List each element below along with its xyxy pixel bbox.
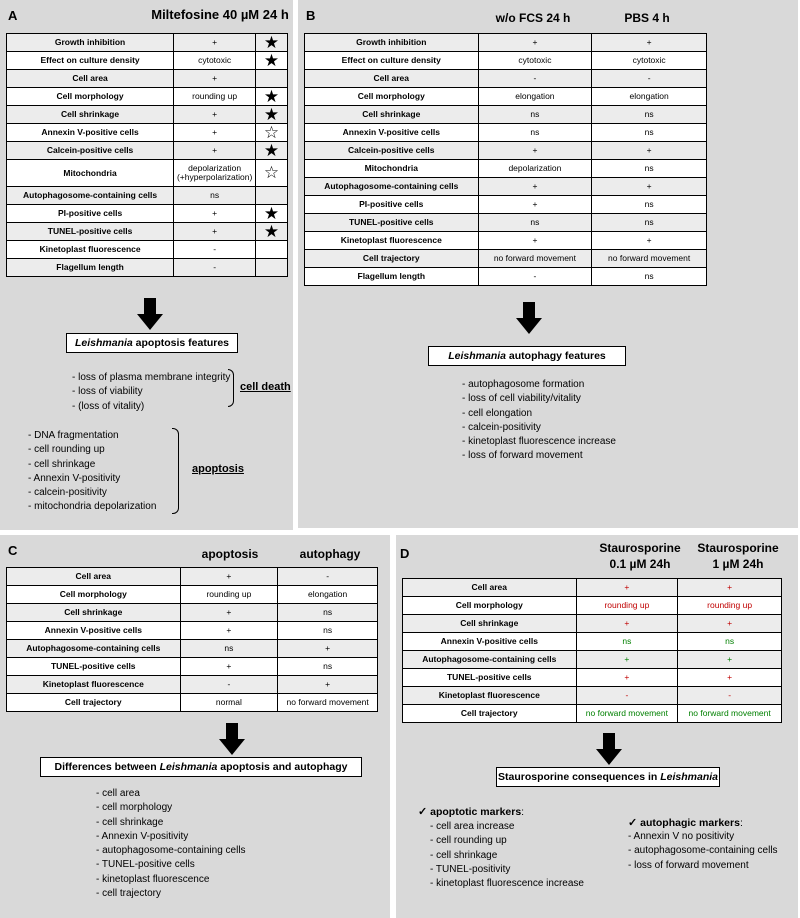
row-value-2: elongation: [278, 586, 378, 604]
row-value-1: ns: [478, 124, 592, 142]
table-row: [7, 106, 288, 124]
row-value-1: +: [576, 651, 678, 669]
list-item: - Annexin V-positivity: [96, 830, 189, 842]
box-italic: Leishmania: [159, 761, 218, 773]
star-cell: [256, 259, 288, 277]
value-text: ns: [210, 190, 220, 200]
row-label: Effect on culture density: [7, 52, 174, 70]
apoptotic-markers-list: [430, 820, 584, 891]
row-value-2: +: [678, 669, 782, 687]
row-label: Annexin V-positive cells: [305, 124, 479, 142]
row-value-2: ns: [592, 196, 707, 214]
row-label: Annexin V-positive cells: [403, 633, 577, 651]
row-value: [174, 160, 256, 187]
row-value-2: ns: [678, 633, 782, 651]
row-label: Annexin V-positive cells: [7, 124, 174, 142]
row-label: Effect on culture density: [305, 52, 479, 70]
list-item: - kinetoplast fluorescence: [96, 873, 210, 885]
row-value: [174, 205, 256, 223]
apoptotic-title: apoptotic markers: [430, 806, 522, 818]
row-value-1: +: [180, 568, 278, 586]
panel-d-col2-line1: Staurosporine: [697, 541, 779, 555]
row-label: Cell area: [7, 70, 174, 88]
row-label: Cell shrinkage: [7, 604, 181, 622]
row-value-1: ns: [478, 106, 592, 124]
list-item: - autophagosome-containing cells: [96, 845, 246, 857]
table-row: [7, 52, 288, 70]
row-value-1: +: [576, 669, 678, 687]
value-text: +: [212, 109, 218, 119]
row-value: [174, 106, 256, 124]
list-item: - Annexin V no positivity: [628, 831, 735, 842]
row-label: TUNEL-positive cells: [7, 658, 181, 676]
down-arrow-icon: [219, 723, 245, 755]
table-row: [7, 694, 378, 712]
autophagic-title: autophagic markers: [640, 817, 740, 829]
row-value-1: +: [478, 34, 592, 52]
row-value: [174, 241, 256, 259]
row-value-2: +: [678, 651, 782, 669]
list-item: - TUNEL-positive cells: [96, 859, 195, 871]
row-label: Autophagosome-containing cells: [7, 640, 181, 658]
row-label: Cell area: [403, 579, 577, 597]
autophagic-markers-title: ✓ autophagic markers:: [628, 817, 743, 829]
row-value-2: +: [678, 579, 782, 597]
row-label: Calcein-positive cells: [305, 142, 479, 160]
list-item: - TUNEL-positivity: [430, 863, 511, 875]
table-row: [403, 687, 782, 705]
row-label: PI-positive cells: [305, 196, 479, 214]
table-row: [403, 579, 782, 597]
row-value-1: -: [180, 676, 278, 694]
row-label: Autophagosome-containing cells: [403, 651, 577, 669]
row-value-2: +: [592, 34, 707, 52]
list-item: - Annexin V-positivity: [28, 472, 121, 484]
row-label: Cell trajectory: [305, 250, 479, 268]
row-value-1: depolarization: [478, 160, 592, 178]
list-item: - kinetoplast fluorescence increase: [462, 436, 616, 448]
row-value-2: cytotoxic: [592, 52, 707, 70]
table-row: [305, 160, 707, 178]
list-item: - calcein-positivity: [462, 421, 541, 433]
apoptosis-brace: [172, 428, 179, 514]
panel-d-col1-line2: 0.1 µM 24h: [609, 557, 671, 571]
row-value-2: ns: [278, 658, 378, 676]
row-label: Calcein-positive cells: [7, 142, 174, 160]
value-text: cytotoxic: [198, 55, 232, 65]
table-row: [7, 568, 378, 586]
box-text: apoptosis features: [132, 337, 230, 349]
autophagic-markers-list: [628, 830, 778, 873]
row-value-1: no forward movement: [576, 705, 678, 723]
row-label: Cell shrinkage: [305, 106, 479, 124]
list-item: - cell area: [96, 788, 140, 799]
row-label: TUNEL-positive cells: [403, 669, 577, 687]
row-value-1: rounding up: [180, 586, 278, 604]
list-item: - loss of viability: [72, 386, 143, 398]
row-label: Annexin V-positive cells: [7, 622, 181, 640]
panel-b-table: [304, 33, 707, 286]
check-icon: ✓: [628, 817, 638, 829]
panel-d-table: [402, 578, 782, 723]
table-row: [305, 214, 707, 232]
list-item: - cell rounding up: [28, 444, 105, 456]
row-value-1: +: [478, 142, 592, 160]
table-row: [305, 250, 707, 268]
table-row: [7, 622, 378, 640]
table-row: [305, 52, 707, 70]
value-text: rounding up: [192, 91, 238, 101]
table-row: [7, 259, 288, 277]
row-value-2: +: [592, 142, 707, 160]
open-star-icon: ☆: [256, 124, 288, 142]
row-value-2: ns: [592, 268, 707, 286]
row-label: TUNEL-positive cells: [7, 223, 174, 241]
row-value: [174, 259, 256, 277]
row-value-1: -: [478, 268, 592, 286]
table-row: [305, 34, 707, 52]
table-row: [403, 705, 782, 723]
list-item: - cell shrinkage: [430, 849, 498, 861]
list-item: - cell area increase: [430, 821, 515, 832]
value-text: -: [213, 262, 217, 272]
row-value-1: +: [180, 658, 278, 676]
table-row: [7, 658, 378, 676]
panel-b-col1: w/o FCS 24 h: [495, 11, 571, 25]
value-text: -: [213, 244, 217, 254]
table-row: [403, 633, 782, 651]
row-value-1: ns: [180, 640, 278, 658]
table-row: [7, 205, 288, 223]
row-label: Kinetoplast fluorescence: [403, 687, 577, 705]
row-value-2: ns: [592, 160, 707, 178]
list-item: - DNA fragmentation: [28, 430, 119, 441]
panel-c-col1: apoptosis: [201, 547, 259, 561]
table-row: [403, 597, 782, 615]
row-value: [174, 187, 256, 205]
row-label: Kinetoplast fluorescence: [305, 232, 479, 250]
filled-star-icon: ★: [256, 205, 288, 223]
row-value-2: no forward movement: [278, 694, 378, 712]
row-label: Cell morphology: [403, 597, 577, 615]
list-item: - loss of forward movement: [462, 450, 583, 462]
table-row: [7, 187, 288, 205]
row-value-1: +: [478, 232, 592, 250]
row-value-2: rounding up: [678, 597, 782, 615]
row-label: Flagellum length: [305, 268, 479, 286]
list-item: - cell elongation: [462, 407, 533, 419]
box-text-pre: Differences between: [54, 761, 160, 773]
row-label: TUNEL-positive cells: [305, 214, 479, 232]
row-label: Cell morphology: [7, 586, 181, 604]
panel-a-table: [6, 33, 288, 277]
apoptotic-markers-title: ✓ apoptotic markers:: [418, 806, 525, 818]
row-value-2: ns: [592, 106, 707, 124]
table-row: [7, 586, 378, 604]
row-value-1: cytotoxic: [478, 52, 592, 70]
star-cell: [256, 241, 288, 259]
down-arrow-icon: [596, 733, 622, 765]
value-text: +: [212, 208, 218, 218]
row-value-2: +: [278, 676, 378, 694]
table-row: [305, 268, 707, 286]
table-row: [403, 651, 782, 669]
value-text-extra: (+hyperpolarization): [176, 172, 253, 182]
panel-c-label: C: [8, 543, 18, 558]
row-value: [174, 34, 256, 52]
row-label: Kinetoplast fluorescence: [7, 241, 174, 259]
value-text: +: [212, 37, 218, 47]
filled-star-icon: ★: [256, 34, 288, 52]
row-value: [174, 52, 256, 70]
row-label: Growth inhibition: [305, 34, 479, 52]
row-label: PI-positive cells: [7, 205, 174, 223]
down-arrow-icon: [516, 302, 542, 334]
table-row: [305, 70, 707, 88]
row-value-2: ns: [592, 124, 707, 142]
row-value-2: -: [678, 687, 782, 705]
panel-b-col2: PBS 4 h: [624, 11, 670, 25]
table-row: [7, 160, 288, 187]
row-label: Cell shrinkage: [403, 615, 577, 633]
row-value-1: elongation: [478, 88, 592, 106]
row-label: Cell area: [7, 568, 181, 586]
star-cell: [256, 70, 288, 88]
box-italic: Leishmania: [660, 771, 718, 783]
panel-a-label: A: [8, 8, 18, 23]
panel-d-col2-line2: 1 µM 24h: [712, 557, 764, 571]
row-value: [174, 88, 256, 106]
autophagy-features-list: [462, 378, 616, 464]
row-value-2: +: [278, 640, 378, 658]
row-value-2: no forward movement: [678, 705, 782, 723]
list-item: - cell rounding up: [430, 835, 507, 847]
list-item: - loss of cell viability/vitality: [462, 393, 581, 405]
row-value-2: -: [592, 70, 707, 88]
row-value-2: ns: [278, 604, 378, 622]
row-value-2: +: [592, 232, 707, 250]
list-item: - (loss of vitality): [72, 400, 145, 412]
table-row: [403, 669, 782, 687]
cell-death-label: cell death: [240, 381, 291, 393]
panel-c: [0, 535, 390, 918]
apoptosis-list: [28, 429, 156, 515]
row-label: Cell morphology: [305, 88, 479, 106]
box-text-pre: Staurosporine consequences in: [498, 771, 661, 783]
table-row: [305, 124, 707, 142]
panel-d-col2: [684, 540, 792, 572]
row-value-1: +: [478, 178, 592, 196]
panel-d-col1: [586, 540, 694, 572]
table-row: [7, 70, 288, 88]
row-value-1: -: [576, 687, 678, 705]
panel-c-table: [6, 567, 378, 712]
table-row: [7, 142, 288, 160]
table-row: [7, 34, 288, 52]
row-value-2: +: [592, 178, 707, 196]
panel-a-header: Miltefosine 40 µM 24 h: [151, 7, 289, 22]
table-row: [7, 640, 378, 658]
row-value: [174, 70, 256, 88]
row-value-1: ns: [478, 214, 592, 232]
list-item: - cell morphology: [96, 802, 173, 814]
row-label: Kinetoplast fluorescence: [7, 676, 181, 694]
list-item: - autophagosome-containing cells: [628, 845, 778, 857]
cell-death-list: [72, 371, 230, 414]
value-text: +: [212, 127, 218, 137]
filled-star-icon: ★: [256, 106, 288, 124]
box-italic: Leishmania: [74, 337, 133, 349]
list-item: - loss of plasma membrane integrity: [72, 372, 231, 383]
panel-b-label: B: [306, 8, 316, 23]
table-row: [7, 241, 288, 259]
row-label: Cell trajectory: [7, 694, 181, 712]
row-value-1: +: [576, 615, 678, 633]
table-row: [7, 223, 288, 241]
list-item: - kinetoplast fluorescence increase: [430, 878, 584, 890]
table-row: [305, 196, 707, 214]
panel-a-box: [66, 333, 238, 353]
check-icon: ✓: [418, 806, 428, 818]
apoptosis-label: apoptosis: [192, 463, 244, 475]
row-value-1: +: [478, 196, 592, 214]
row-value-2: +: [678, 615, 782, 633]
row-label: Cell trajectory: [403, 705, 577, 723]
row-value: [174, 124, 256, 142]
row-label: Growth inhibition: [7, 34, 174, 52]
row-value-1: no forward movement: [478, 250, 592, 268]
table-row: [7, 676, 378, 694]
value-text: +: [212, 73, 218, 83]
row-value-1: -: [478, 70, 592, 88]
row-label: Flagellum length: [7, 259, 174, 277]
differences-list: [96, 787, 246, 901]
row-value-2: no forward movement: [592, 250, 707, 268]
row-value: [174, 223, 256, 241]
row-value-1: +: [180, 604, 278, 622]
row-label: Autophagosome-containing cells: [7, 187, 174, 205]
table-row: [305, 106, 707, 124]
panel-a: [0, 0, 293, 530]
list-item: - cell shrinkage: [96, 816, 164, 828]
list-item: - mitochondria depolarization: [28, 501, 157, 513]
table-row: [305, 232, 707, 250]
row-label: Cell shrinkage: [7, 106, 174, 124]
value-text: +: [212, 226, 218, 236]
table-row: [7, 88, 288, 106]
value-text: depolarization: [188, 163, 242, 173]
row-value-2: ns: [278, 622, 378, 640]
down-arrow-icon: [137, 298, 163, 330]
list-item: - cell trajectory: [96, 888, 162, 900]
row-label: Cell area: [305, 70, 479, 88]
filled-star-icon: ★: [256, 223, 288, 241]
row-label: Autophagosome-containing cells: [305, 178, 479, 196]
panel-b: [298, 0, 798, 528]
list-item: - calcein-positivity: [28, 487, 107, 499]
table-row: [305, 88, 707, 106]
panel-c-col2: autophagy: [299, 547, 361, 561]
panel-d: [396, 535, 798, 918]
table-row: [7, 124, 288, 142]
row-value: [174, 142, 256, 160]
panel-b-box: [428, 346, 626, 366]
panel-d-box: [496, 767, 720, 787]
list-item: - autophagosome formation: [462, 379, 585, 390]
cell-death-brace: [228, 369, 234, 407]
table-row: [305, 178, 707, 196]
value-text: +: [212, 145, 218, 155]
row-value-1: normal: [180, 694, 278, 712]
list-item: - loss of forward movement: [628, 859, 749, 871]
row-label: Mitochondria: [305, 160, 479, 178]
table-row: [7, 604, 378, 622]
box-text: autophagy features: [506, 350, 606, 362]
open-star-icon: ☆: [256, 160, 288, 187]
row-label: Mitochondria: [7, 160, 174, 187]
table-row: [403, 615, 782, 633]
panel-c-box: [40, 757, 362, 777]
row-value-1: ns: [576, 633, 678, 651]
filled-star-icon: ★: [256, 142, 288, 160]
filled-star-icon: ★: [256, 52, 288, 70]
row-value-2: -: [278, 568, 378, 586]
row-value-1: +: [576, 579, 678, 597]
panel-d-label: D: [400, 546, 410, 561]
filled-star-icon: ★: [256, 88, 288, 106]
row-label: Cell morphology: [7, 88, 174, 106]
table-row: [305, 142, 707, 160]
box-text: apoptosis and autophagy: [217, 761, 348, 773]
star-cell: [256, 187, 288, 205]
panel-d-col1-line1: Staurosporine: [599, 541, 681, 555]
row-value-2: elongation: [592, 88, 707, 106]
row-value-1: +: [180, 622, 278, 640]
row-value-1: rounding up: [576, 597, 678, 615]
row-value-2: ns: [592, 214, 707, 232]
box-italic: Leishmania: [448, 350, 506, 362]
list-item: - cell shrinkage: [28, 458, 96, 470]
